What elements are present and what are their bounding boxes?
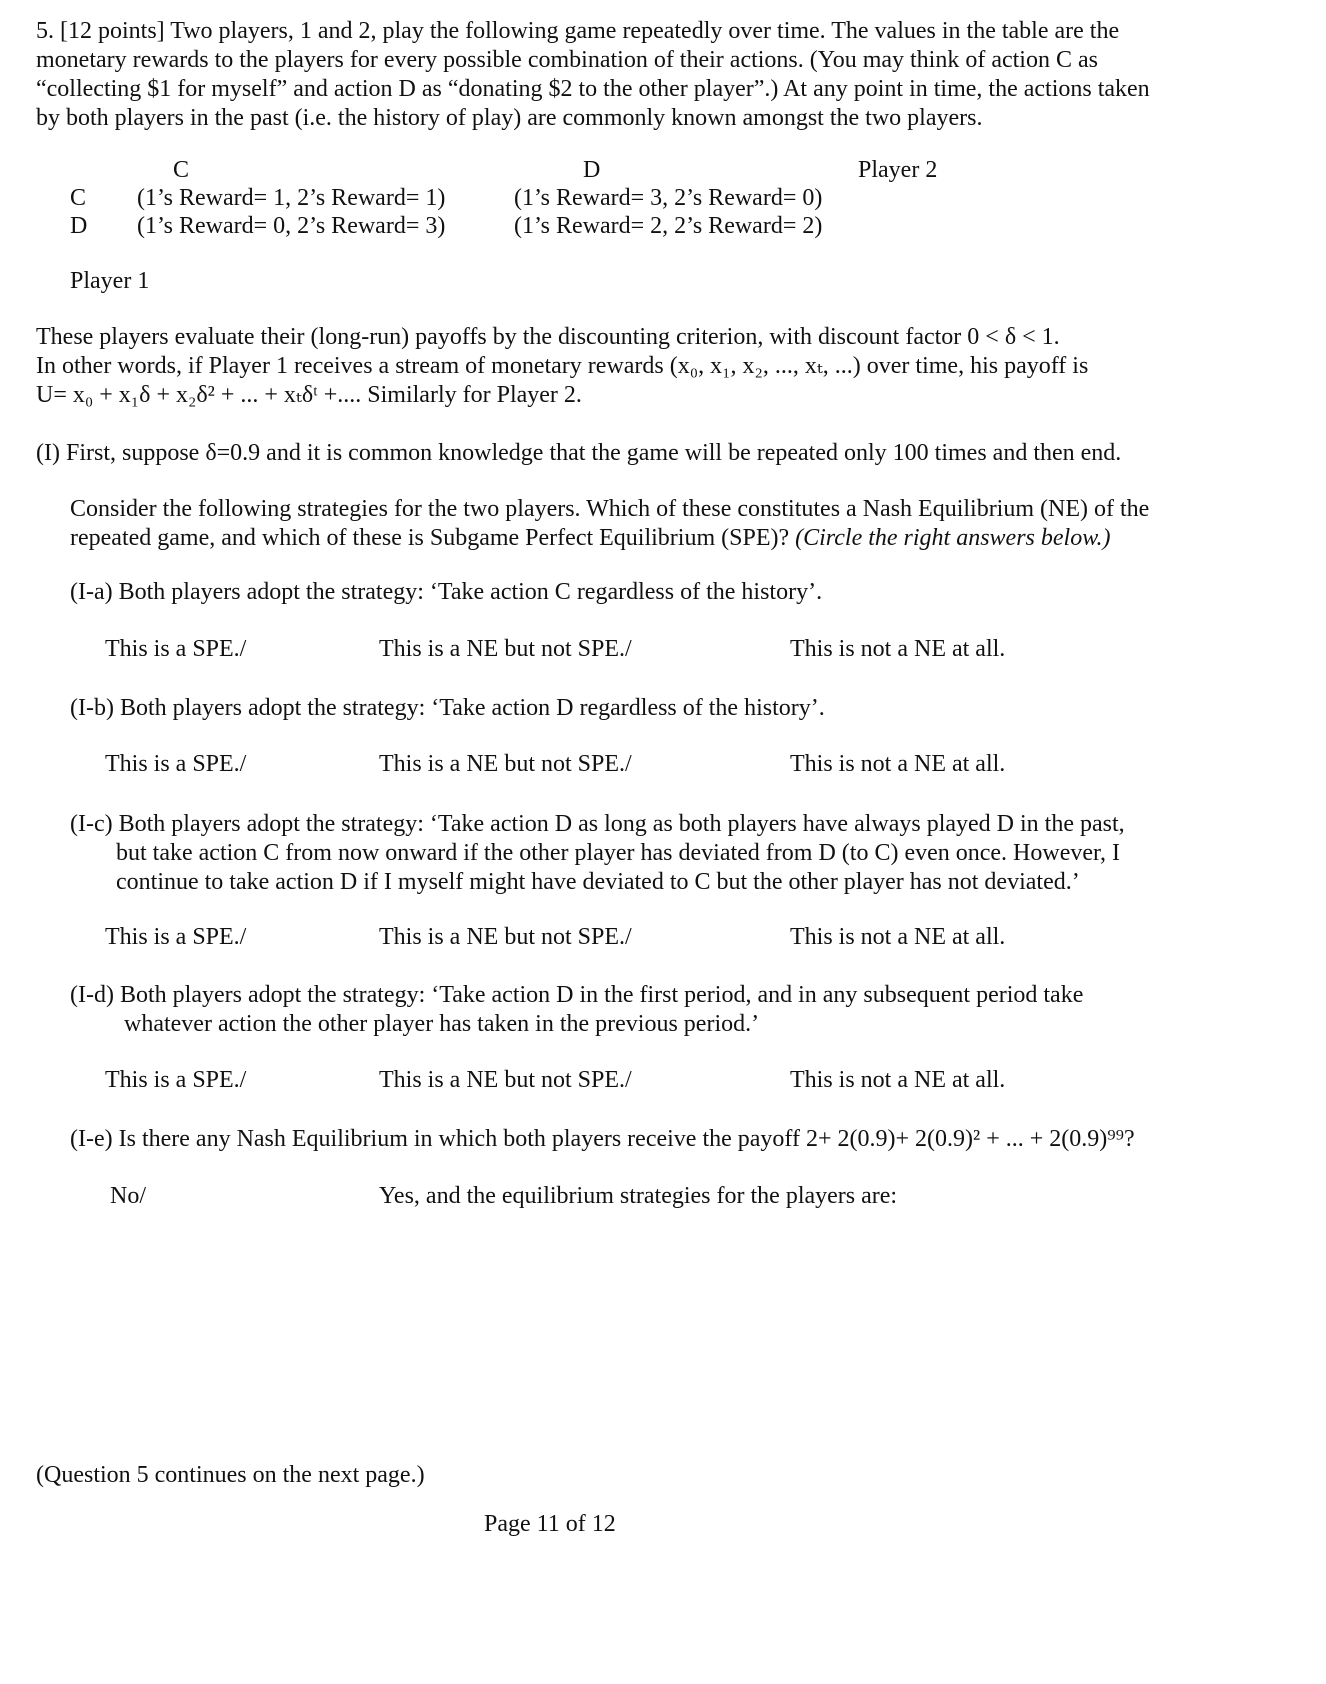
- item-a-question: (I-a) Both players adopt the strategy: ‘Take action C regardless of the history’.: [70, 579, 823, 605]
- paragraph-line: U= x₀ + x₁δ + x₂δ² + ... + xₜδᵗ +.... Similarly for Player 2.: [36, 382, 582, 408]
- question-line: (I-c) Both players adopt the strategy: ‘Take action D as long as both players have always played D in the past,: [70, 811, 1125, 837]
- choice-no[interactable]: No/: [110, 1183, 146, 1209]
- choice-yes-strategies[interactable]: Yes, and the equilibrium strategies for the players are:: [379, 1183, 898, 1209]
- question-line: (I-d) Both players adopt the strategy: ‘Take action D in the first period, and in any subsequent period take: [70, 982, 1084, 1008]
- player2-label: Player 2: [858, 157, 938, 183]
- payoff-cell-dd: (1’s Reward= 2, 2’s Reward= 2): [514, 213, 823, 239]
- paragraph-line: In other words, if Player 1 receives a stream of monetary rewards (x₀, x₁, x₂, ..., xₜ, ...) over time, his payoff is: [36, 353, 1089, 379]
- page-number: Page 11 of 12: [484, 1511, 616, 1537]
- payoff-cell-cc: (1’s Reward= 1, 2’s Reward= 1): [137, 185, 446, 211]
- question-header: [36, 17, 1150, 133]
- column-header-d: D: [583, 157, 601, 183]
- choice-ne-not-spe[interactable]: This is a NE but not SPE./: [379, 751, 632, 777]
- choice-spe[interactable]: This is a SPE./: [105, 636, 247, 662]
- part-i-instructions: [70, 495, 1149, 553]
- choice-ne-not-spe[interactable]: This is a NE but not SPE./: [379, 1067, 632, 1093]
- choice-not-ne[interactable]: This is not a NE at all.: [790, 1067, 1006, 1093]
- choice-ne-not-spe[interactable]: This is a NE but not SPE./: [379, 636, 632, 662]
- item-c-question: [70, 810, 1125, 897]
- choice-spe[interactable]: This is a SPE./: [105, 924, 247, 950]
- question-line: whatever action the other player has taken in the previous period.’: [124, 1011, 760, 1037]
- choice-ne-not-spe[interactable]: This is a NE but not SPE./: [379, 924, 632, 950]
- choice-not-ne[interactable]: This is not a NE at all.: [790, 924, 1006, 950]
- player1-label: Player 1: [70, 268, 150, 294]
- question-text-line: “collecting $1 for myself” and action D as “donating $2 to the other player”.) At any point in time, the actions taken: [36, 76, 1150, 102]
- question-line: but take action C from now onward if the other player has deviated from D (to C) even once. However, I: [116, 840, 1121, 866]
- question-text-line: monetary rewards to the players for every possible combination of their actions. (You may think of action C as: [36, 47, 1098, 73]
- item-e-question: (I-e) Is there any Nash Equilibrium in which both players receive the payoff 2+ 2(0.9)+ 2(0.9)² + ... + 2(0.9)⁹⁹?: [70, 1126, 1135, 1152]
- instruction-italic-note: (Circle the right answers below.): [795, 525, 1111, 551]
- instruction-line: Consider the following strategies for the two players. Which of these constitutes a Nash Equilibrium (NE) of the: [70, 496, 1150, 522]
- row-header-d: D: [70, 213, 88, 239]
- part-i-intro: (I) First, suppose δ=0.9 and it is common knowledge that the game will be repeated only 100 times and then end.: [36, 440, 1122, 466]
- instruction-line: [70, 524, 1149, 553]
- choice-spe[interactable]: This is a SPE./: [105, 751, 247, 777]
- payoff-cell-dc: (1’s Reward= 0, 2’s Reward= 3): [137, 213, 446, 239]
- choice-not-ne[interactable]: This is not a NE at all.: [790, 636, 1006, 662]
- question-line: continue to take action D if I myself might have deviated to C but the other player has not deviated.’: [116, 869, 1080, 895]
- item-d-question: [70, 981, 1083, 1039]
- instruction-text: repeated game, and which of these is Subgame Perfect Equilibrium (SPE)?: [70, 525, 790, 551]
- column-header-c: C: [173, 157, 190, 183]
- question-text-line: 5. [12 points] Two players, 1 and 2, play the following game repeatedly over time. The values in the table are the: [36, 18, 1120, 44]
- choice-spe[interactable]: This is a SPE./: [105, 1067, 247, 1093]
- choice-not-ne[interactable]: This is not a NE at all.: [790, 751, 1006, 777]
- question-text-line: by both players in the past (i.e. the history of play) are commonly known amongst the two players.: [36, 105, 983, 131]
- continues-note: (Question 5 continues on the next page.): [36, 1462, 425, 1488]
- payoff-cell-cd: (1’s Reward= 3, 2’s Reward= 0): [514, 185, 823, 211]
- item-b-question: (I-b) Both players adopt the strategy: ‘Take action D regardless of the history’.: [70, 695, 825, 721]
- discounting-paragraph: [36, 323, 1088, 410]
- paragraph-line: These players evaluate their (long-run) payoffs by the discounting criterion, with discount factor 0 < δ < 1.: [36, 324, 1060, 350]
- row-header-c: C: [70, 185, 87, 211]
